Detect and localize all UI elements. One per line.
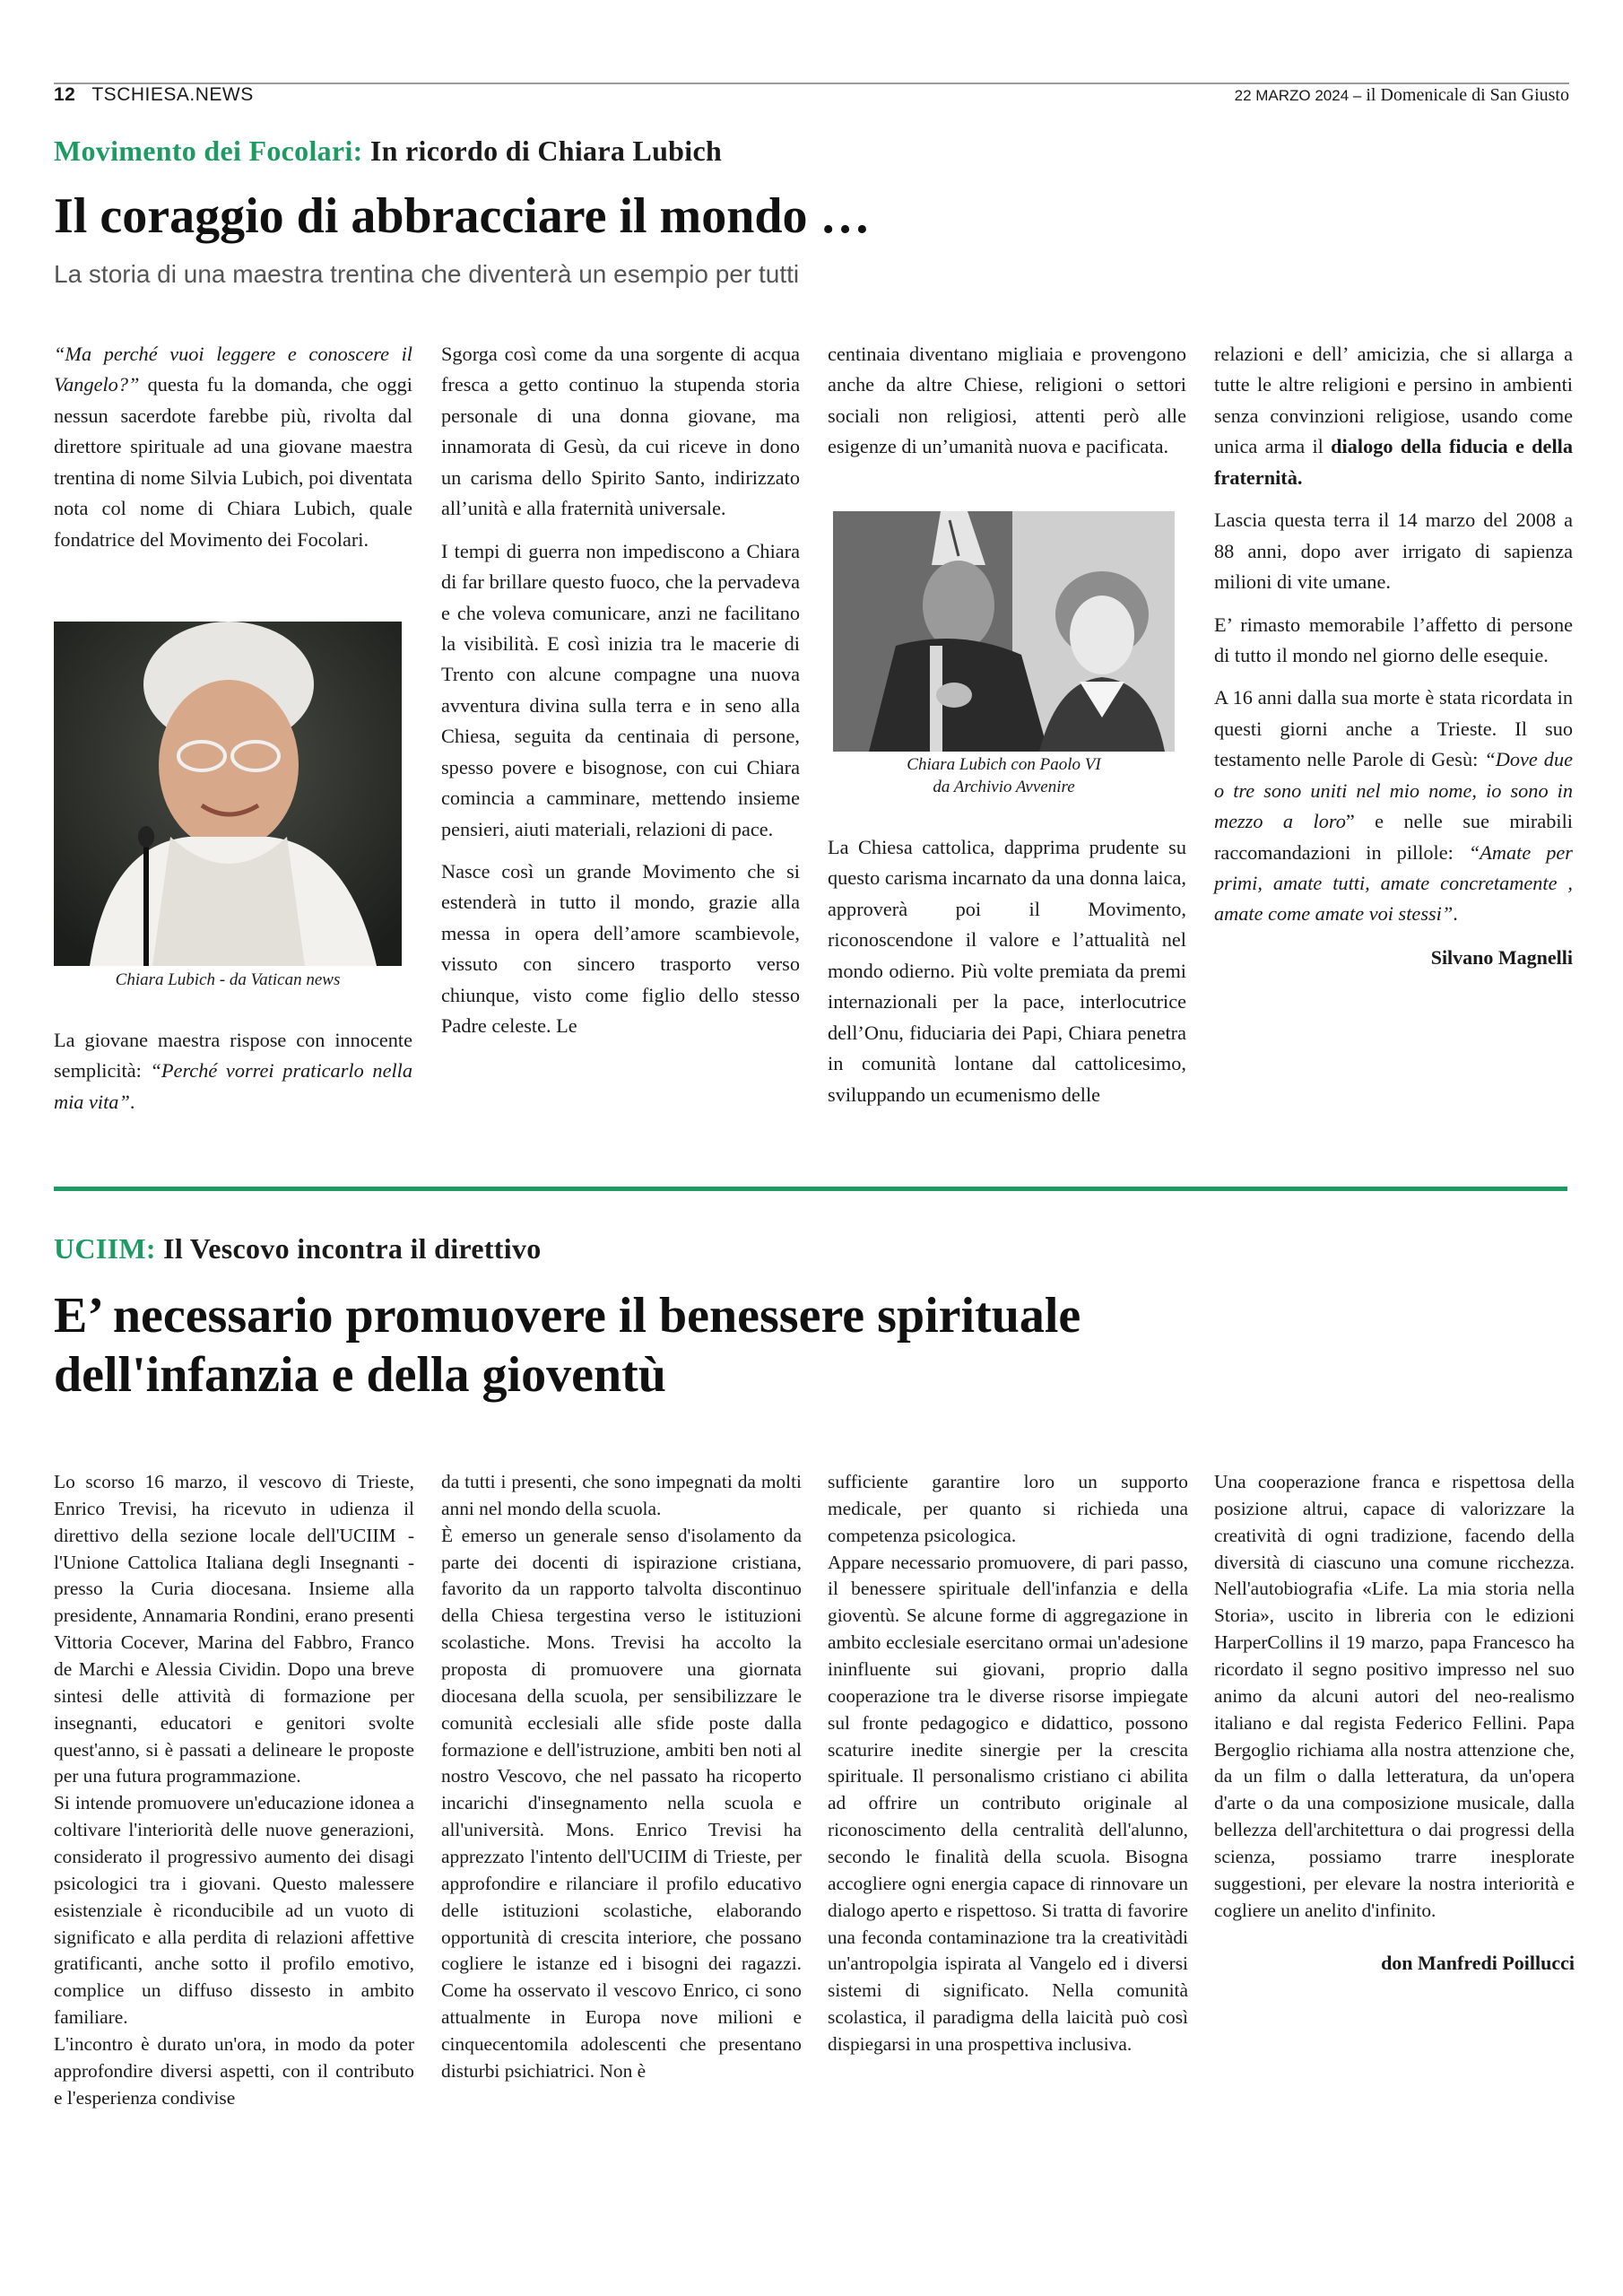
quote-text: “Dove due o tre sono uniti nel mio nome, io sono in mezzo a loro <box>1214 748 1573 833</box>
bw-photo-image <box>833 511 1175 752</box>
article2-kicker-title: Il Vescovo incontra il direttivo <box>163 1232 542 1265</box>
article2-signature: don Manfredi Poillucci <box>1381 1951 1575 1974</box>
photo-chiara-lubich <box>54 622 402 966</box>
article2-col3-para: sufficiente garantire loro un supporto medicale, per quanto si richieda una competenza psicologica. <box>828 1471 1188 1546</box>
article2-col4-para: Una cooperazione franca e rispettosa della posizione altrui, capace di valorizzare la creatività di ogni tradizione, facendo della diversità di ciascuno una comune ricchezza. Nell'autobiografia «Life. La mia storia nella Storia», uscito in libreria con le edizioni HarperCollins il 19 marzo, papa Francesco ha ricordato il segno positivo impresso nel suo animo da alcuni autori del neo-realismo italiano e dal regista Federico Fellini. Papa Bergoglio richiama alla nostra attenzione che, da un film o dalla letteratura, da un'opera d'arte o da una composizione musicale, dalla bellezza dell'architettura o dai progressi della scienza, possiamo trarre inesplorate suggestioni, per elevare la nostra interiorità e cogliere un anelito d'infinito. <box>1214 1471 1575 1921</box>
photo-chiara-paolo-vi <box>833 511 1175 752</box>
quote-text: “Ma perché vuoi leggere e conoscere il Vangelo?” <box>54 343 412 396</box>
body-text: . <box>1453 902 1458 926</box>
article2-kicker <box>54 1232 542 1265</box>
article1-col4-para <box>1214 683 1573 930</box>
article2-col2-para: È emerso un generale senso d'isolamento da parte dei docenti di ispirazione cristiana, favorito da un rapporto talvolta discontinuo della Chiesa tergestina verso le istituzioni scolastiche. Mons. Trevisi ha accolto la proposta di promuovere una giornata diocesana della scuola, per sensibilizzare le comunità ecclesiali alle sfide poste dalla formazione e dell'istruzione, ambiti ben noti al nostro Vescovo, che nel passato ha ricoperto incarichi d'insegnamento nella scuola e all'università. Mons. Enrico Trevisi ha apprezzato l'intento dell'UCIIM di Trieste, per approfondire e rilanciare il profilo educativo delle istituzioni scolastiche, elaborando opportunità di crescita interiore, che possano cogliere le istanze ed i bisogni dei ragazzi. Come ha osservato il vescovo Enrico, ci sono attualmente in Europa nove milioni e cinquecentomila adolescenti che presentano disturbi psichiatrici. Non è <box>441 1524 802 2082</box>
article1-col4-para: Lascia questa terra il 14 marzo del 2008 a 88 anni, dopo aver irrigato di sapienza milioni di vite umane. <box>1214 509 1573 594</box>
article1-headline: Il coraggio di abbracciare il mondo … <box>54 188 871 244</box>
article1-col3-para: centinaia diventano migliaia e provengono anche da altre Chiese, religioni o settori sociali non religiosi, attenti però alle esigenze di un’umanità nuova e pacificata. <box>828 343 1186 458</box>
publication-name: il Domenicale di San Giusto <box>1366 85 1569 105</box>
article1-section: Movimento dei Focolari: <box>54 135 363 167</box>
article1-col1-para <box>54 1025 412 1118</box>
article1-subtitle: La storia di una maestra trentina che diventerà un esempio per tutti <box>54 260 800 288</box>
article1-col2-para: Nasce così un grande Movimento che si estenderà in tutto il mondo, grazie alla messa in opera dell’amore scambievole, vissuto con sincero trasporto verso chiunque, visto come figlio dello stesso Padre celeste. Le <box>441 860 800 1038</box>
article1-col3-para: La Chiesa cattolica, dapprima prudente su questo carisma incarnato da una donna laica, approverà poi il Movimento, riconoscendone il valore e l’attualità nel mondo odierno. Più volte premiata da premi internazionali per la pace, interlocutrice dell’Onu, fiduciaria dei Papi, Chiara penetra in comunità lontane dal cattolicesimo, sviluppando un ecumenismo delle <box>828 836 1186 1106</box>
article2-col3-para: Appare necessario promuovere, di pari passo, il benessere spirituale dell'infanzia e della gioventù. Se alcune forme di aggregazione in ambito ecclesiale esercitano ormai un'adesione ininfluente sui giovani, proprio dalla cooperazione tra le diverse risorse impiegate sul fronte pedagogico e didattico, possono scaturire inedite sinergie per la crescita spirituale. Il personalismo cristiano ci abilita ad offrire un contributo originale al riconoscimento della centralità dell'alunno, secondo le finalità della scuola. Bisogna accogliere ogni energia capace di rinnovare un dialogo aperto e rispettoso. Si tratta di favorire una feconda contaminazione tra la creativitàdi un'antropolgia ispirata al Vangelo ed i diversi sistemi di significato. Nella comunità scolastica, il paradigma della laicità può così dispiegarsi in una prospettiva inclusiva. <box>828 1551 1188 2056</box>
quote-text: “Perché vorrei praticarlo nella mia vita” <box>54 1059 412 1113</box>
article2-column-2 <box>441 1469 802 2085</box>
caption-line: da Archivio Avvenire <box>933 777 1075 796</box>
article1-column-3b <box>828 832 1186 1122</box>
page-number: 12 <box>54 84 76 105</box>
quote-text: “Amate per primi, amate tutti, amate concretamente , amate come amate voi stessi” <box>1214 840 1573 926</box>
headline-line: dell'infanzia e della gioventù <box>54 1347 666 1404</box>
article1-col4-para: E’ rimasto memorabile l’affetto di persone di tutto il mondo nel giorno delle esequie. <box>1214 613 1573 666</box>
photo-caption-1: Chiara Lubich - da Vatican news <box>115 970 341 989</box>
article2-section: UCIIM: <box>54 1232 156 1265</box>
issue-date: 22 MARZO 2024 – <box>1234 87 1362 104</box>
body-text: ” e nelle sue mirabili raccomandazioni in pillole: <box>1214 810 1573 864</box>
photo-caption-2 <box>833 754 1175 798</box>
article1-column-4 <box>1214 339 1573 973</box>
body-text: . <box>129 1090 135 1113</box>
article2-column-4 <box>1214 1469 1575 1977</box>
article1-col1-para <box>54 339 412 555</box>
article2-col1-para: Si intende promuovere un'educazione idonea a coltivare l'interiorità delle nuove generazioni, considerato il progressivo aumento dei disagi psicologici tra i giovani. Questo malessere esistenziale è riconducibile ad un vuoto di significato e alla perdita di relazioni affettive gratificanti, anche sotto il profilo emotivo, complice un diffuso dissesto in ambito familiare. <box>54 1792 414 2029</box>
article2-column-3 <box>828 1469 1188 2058</box>
body-text: relazioni e dell’ amicizia, che si allarga a tutte le altre religioni e persino in ambienti senza convinzioni religiose, usando come unica arma il <box>1214 343 1573 458</box>
article2-col1-para: L'incontro è durato un'ora, in modo da poter approfondire diversi aspetti, con il contributo e l'esperienza condivise <box>54 2033 414 2109</box>
headline-line: E’ necessario promuovere il benessere spirituale <box>54 1288 1081 1344</box>
body-text: A 16 anni dalla sua morte è stata ricordata in questi giorni anche a Trieste. Il suo testamento nelle Parole di Gesù: <box>1214 686 1573 771</box>
article2-headline <box>54 1286 1081 1405</box>
caption-line: Chiara Lubich con Paolo VI <box>907 755 1101 774</box>
article1-col2-para: Sgorga così come da una sorgente di acqua fresca a getto continuo la stupenda storia personale di una donna giovane, ma innamorata di Gesù, da cui riceve in dono un carisma dello Spirito Santo, indirizzato all’unità e alla fraternità universale. <box>441 343 800 520</box>
bold-text: dialogo della fiducia e della fraternità. <box>1214 435 1573 489</box>
article1-col2-para: I tempi di guerra non impediscono a Chiara di far brillare questo fuoco, che la pervadeva e che voleva comunicare, anzi ne facilitano la visibilità. E così inizia tra le macerie di Trento con alcune compagne una nuova avventura divina sulla terra e in seno alla Chiesa, seguita da centinaia di persone, spesso povere e bisognose, con cui Chiara comincia a camminare, mettendo insieme pensieri, aiuti materiali, relazioni di pace. <box>441 539 800 840</box>
article1-column-1b <box>54 1025 412 1129</box>
header-rule <box>54 83 1569 84</box>
article2-column-1 <box>54 1469 414 2112</box>
article1-column-3 <box>828 339 1186 474</box>
site-name: TSCHIESA.NEWS <box>91 84 254 105</box>
page-header-right <box>1235 85 1569 106</box>
section-divider <box>54 1187 1567 1191</box>
page-header-left <box>54 84 254 106</box>
article1-signature: Silvano Magnelli <box>1430 945 1573 969</box>
portrait-image <box>54 622 402 966</box>
body-text: questa fu la domanda, che oggi nessun sacerdote farebbe più, rivolta dal direttore spirituale ad una giovane maestra trentina di nome Silvia Lubich, poi diventata nota col nome di Chiara Lubich, quale fondatrice del Movimento dei Focolari. <box>54 373 412 551</box>
article1-kicker <box>54 135 722 168</box>
article1-column-2 <box>441 339 800 1054</box>
article2-col1-para: Lo scorso 16 marzo, il vescovo di Trieste, Enrico Trevisi, ha ricevuto in udienza il direttivo della sezione locale dell'UCIIM - l'Unione Cattolica Italiana degli Insegnanti - presso la Curia diocesana. Insieme alla presidente, Annamaria Rondini, erano presenti Vittoria Cocever, Marina del Fabbro, Franco de Marchi e Alessia Cividin. Dopo una breve sintesi delle attività di formazione per insegnanti, educatori e genitori svolte quest'anno, si è passati a delineare le proposte per una futura programmazione. <box>54 1471 414 1787</box>
article1-column-1 <box>54 339 412 567</box>
article1-kicker-title: In ricordo di Chiara Lubich <box>369 135 723 167</box>
body-text: La giovane maestra rispose con innocente semplicità: <box>54 1029 412 1083</box>
article2-col2-para: da tutti i presenti, che sono impegnati da molti anni nel mondo della scuola. <box>441 1471 802 1519</box>
article1-col4-para <box>1214 339 1573 493</box>
